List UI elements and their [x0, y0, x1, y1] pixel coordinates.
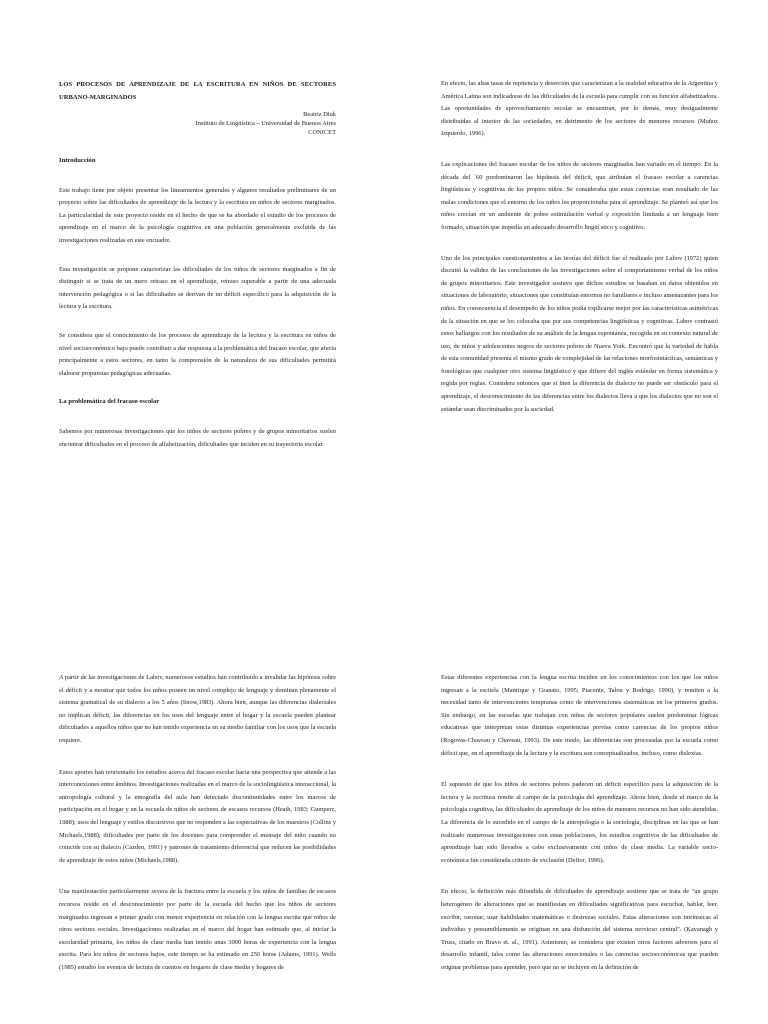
section-heading-intro: Introducción [59, 157, 96, 164]
paragraph: Se considera que el conocimiento de los procesos de aprendizaje de la lectura y la escritura en niños de nivel socioeconómico bajo puede contribuir a dar respuesta a la problemática del fracaso escolar, que afecta principalmente a estos sectores, en tanto la comprensión de la naturaleza de sus dificultades permitirá elaborar propuestas pedagógicas adecuadas. [59, 331, 336, 377]
author-org: CONICET [308, 129, 336, 136]
paragraph: Este trabajo tiene por objeto presentar los lineamientos generales y algunos resultados preliminares de un proyecto sobre las dificultades de aprendizaje de la lectura y la escritura en niños de sectores marginados. La particularidad de este proyecto reside en el hecho de que se ha abordado el estudio de los procesos de aprendizaje en el marco de la psicología cognitiva en una población generalmente excluida de las investigaciones realizadas en este encuadre. [59, 186, 336, 244]
paragraph: El supuesto de que los niños de sectores pobres padecen un déficit específico para la adquisición de la lectura y la escritura remite al campo de la psicología del aprendizaje. Ahora bien, desde el marco de la psicología cognitiva, las dificultades de aprendizaje de los niños de menores recursos no han sido atendidas. La diferencia de lo sucedido en el campo de la antropología o la sociología, disciplinas en las que se han realizado numerosas investigaciones con estas poblaciones, los estudios cognitivos de las dificultades de aprendizaje han sido llevados a cabo exclusivamente con niños de clase media. La variable socio-económica fue considerada criterio de exclusión (Defior, 1996). [441, 781, 718, 864]
paragraph: Las explicaciones del fracaso escolar de los niños de sectores marginados han variado en el tiempo. En la década del ´60 predominaron las hipótesis del déficit, que atribuían el fracaso escolar a carencias lingüísticas y cognitivas de los propios niños. Se consideraba que estas carencias eran resultado de las malas condiciones que el entorno de los niños les proporcionaba para el aprendizaje. Se planteó así que los niños crecían en un ambiente de pobre estimulación verbal y exposición limitada a un lenguaje bien formado, situación que impedía un adecuado desarrollo lingüí stico y cognitivo. [441, 160, 718, 231]
page1-column [59, 78, 336, 467]
paragraph: Sabemos por numerosas investigaciones que los niños de sectores pobres y de grupos minoritarios suelen encontrar dificultades en el proceso de alfabetización, dificultades que inciden en su trayectoria escolar. [59, 427, 336, 448]
author-block [59, 110, 336, 137]
document-page-bottom [0, 512, 768, 1024]
page3-column [59, 672, 336, 993]
section-heading-problem: La problemática del fracaso escolar [59, 398, 160, 406]
paragraph: En efecto, la definición más difundida de dificultades de aprendizaje sostiene que se trata de "un grupo heterogéneo de alteraciones que se manifiestan en dificultades significativas para escuchar, hablar, leer, escribir, razonar, usar habilidades matemáticas o destrezas sociales. Estas alteraciones son intrínsecas al individuo y presumiblemente se originan en una disfunción del sistema nervioso central". (Kavanagh y Truss, citado en Bravo et. al., 1991). Asimismo, se considera que existen otros factores adversos para el desarrollo infantil, tales como las alteraciones emocionales o las carencias socioeconómicas que pueden originar problemas para aprender, pero que no se incluyen en la definición de [441, 888, 718, 971]
paragraph: Estas diferentes experiencias con la lengua escrita inciden en los conocimientos con los que los niños ingresan a la escuela (Manrique y Granato, 1995; Piacente, Talou y Rodrigo, 1990), y remiten a la necesidad tanto de intervenciones tempranas como de intervenciones sistemáticas en los primeros grados. Sin embargo, en las escuelas que trabajan con niños de sectores populares suelen predominar lógicas educativas que interpretan estas distintas experiencias previas como carencias de los propios niños (Rogovas-Chaveau y Chaveau, 1993). De este modo, las diferencias son procesadas por la escuela como déficit que, en el aprendizaje de la lectura y la escritura son conceptualizados, incluso, como dislexias. [441, 674, 718, 757]
paragraph: Estos aportes han reorientado los estudios acerca del fracaso escolar hacia una perspectiva que atiende a las interconexiones entre ámbitos. Investigaciones realizadas en el marco de la sociolingüística interaccional, la antropología cultural y la etnografía del aula han detectado discontinuidades entre los marcos de participación en el hogar y en la escuela de niños de sectores de escasos recursos (Heath, 1983; Gumperz, 1988); usos del lenguaje y estilos discursivos que no responden a las expectativas de los maestros (Collins y Michaels,1988); dificultades por parte de los docentes para comprender el mensaje del niño cuando no coincide con su dialecto (Cazden, 1991) y patrones de tratamiento diferencial que reducen las posibilidades de aprendizaje de estos niños (Michaels,1988). [59, 768, 336, 864]
paragraph: Uno de los principales cuestionamientos a las teorías del déficit fue el realizado por Labov (1972) quien discutió la validez de las conclusiones de las investigaciones sobre el comportamiento verbal de los niños de grupos minoritarios. Este investigador sostuvo que dichos estudios se basaban en datos obtenidos en situaciones de laboratorio, situaciones que constituían entornos no familiares e incluso amenazantes para los niños. En consecuencia el desempeño de los niños podía explicarse mejor por las características asimétricas de la situación en que se los colocaba que por sus competencias lingüísticas y cognitivas. Labov contrastó estos hallazgos con los resultados de su análisis de la lengua espontánea, recogida en su contexto natural de uso, de niños y adolescentes negros de sectores pobres de Nueva York. Encontró que la variedad de habla de esta comunidad presenta el mismo grado de complejidad de las relaciones morfosintácticas, semánticas y fonológicas que cualquier otro sistema lingüístico y que difiere del inglés estándar en forma sistemática y regida por reglas. Considera entonces que si bien la diferencia de dialecto no puede ser obstáculo para el aprendizaje, el desconocimiento de las diferencias entre los dialectos lleva a que los dialectos que no son el estándar sean discriminados por la sociedad. [441, 254, 718, 413]
page2-column [441, 78, 718, 434]
document-title: LOS PROCESOS DE APRENDIZAJE DE LA ESCRITURA EN NIÑOS DE SECTORES URBANO-MARGINADOS [59, 81, 336, 101]
author-name: Beatriz Diuk [303, 111, 336, 118]
paragraph: En efecto, las altas tasas de repitencia y deserción que caracterizan a la realidad educativa de la Argentina y América Latina son indicadoras de las dificultades de la escuela para cumplir con su función alfabetizadora. Las oportunidades de aprovechamiento escolar se encuentran, por lo demás, muy desigualmente distribuidas al interior de las sociedades, en detrimento de los sectores de menores recursos (Muñoz Izquierdo, 1996). [441, 80, 718, 138]
author-institute: Instituto de Lingüística – Universidad de Buenos Aires [195, 120, 336, 127]
paragraph: A partir de las investigaciones de Labov, numerosos estudios han contribuido a invalidar las hipótesis sobre el déficit y a mostrar que todos los niños poseen un nivel complejo de lenguaje y dominan plenamente el sistema gramatical de su dialecto a los 5 años (Snow,1983). Ahora bien, aunque las diferencias dialectales no implican déficit, las diferencias en los usos del lenguaje entre el hogar y la escuela pueden plantear dificultades a aquellos niños que no han tenido experiencia en su medio familiar con los usos que la escuela requiere. [59, 674, 336, 744]
paragraph: Esta investigación se propone caracterizar las dificultades de los niños de sectores marginados a fin de distinguir si se trata de un mero retraso en el aprendizaje, retraso superable a partir de una adecuada intervención pedagógica o si las dificultades se derivan de un déficit específico para la adquisición de la lectura y la escritura. [59, 265, 336, 311]
paragraph: Una manifestación particularmente severa de la fractura entre la escuela y los niños de familias de escasos recursos reside en el desconocimiento por parte de la escuela del hecho que los niños de sectores marginados ingresan a primer grado con menor experiencia en relación con la lengua escrita que niños de otros sectores sociales. Investigaciones realizadas en el marco del hogar han estimado que, al iniciar la escolaridad primaria, los niños de clase media han tenido unas 3000 horas de experiencia con la lengua escrita. Para los niños de sectores bajos, este tiempo se ha estimado en 250 horas (Adams, 1991). Wells (1985) estudió los eventos de lectura de cuentos en hogares de clase media y hogares de [59, 888, 336, 971]
page4-column [441, 672, 718, 993]
